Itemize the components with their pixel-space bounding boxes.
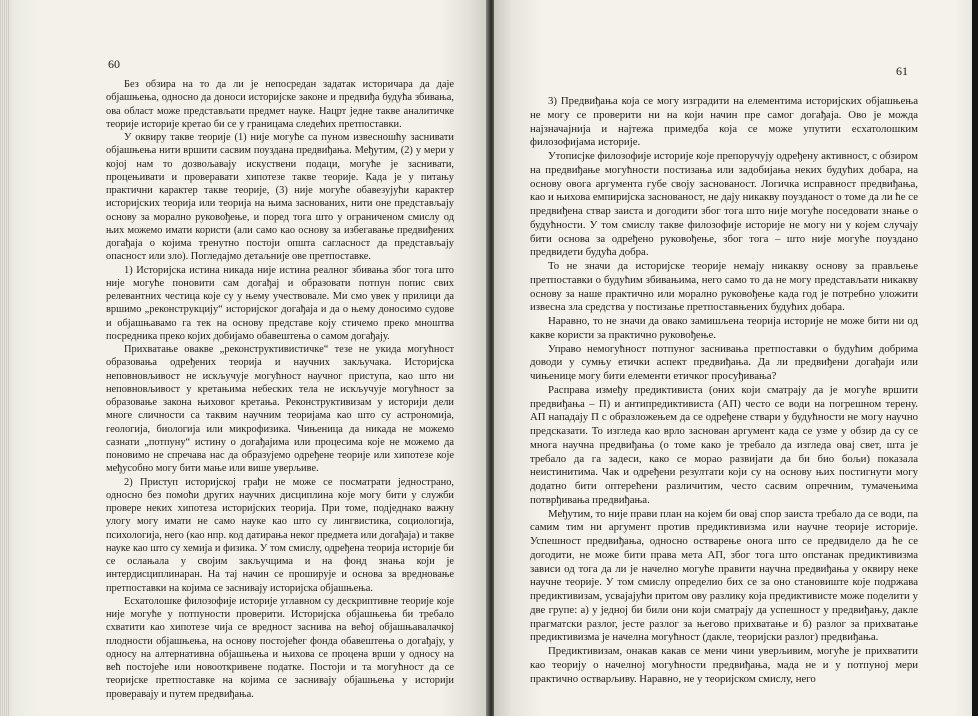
paragraph: Есхатолошке филозофије историје углавном су дескриптивне теорије које није могуће у потпуности проверити. Историјска објашњења би требало схватити као хипотезе чија се вредност заснива на већој објашњавалачкој плодности објашњења, на основу постојећег фонда обавештења о догађају, у односу на алтернативна објашњења и њихова се процена врши у односу на већ постојеће или новооткривене податке. Постоји и та могућност да се теоријске претпоставке на којима се заснивају објашњења у историји проверавају и путем предвиђања. [106, 595, 454, 700]
paragraph: 2) Приступ историјској грађи не може се посматрати једнострано, односно без помоћи других научних дисциплина које могу бити у служби провере неких хипотеза историјских теорија. При томе, подједнако важну улогу могу имати не само науке као што су лингвистика, социологија, психологија, него (као нпр. код датирања неког предмета или догађаја) и такве науке као што су хемија и физика. У том смислу, одређена теорија историје би се ослањала у својим закључцима и на фонд знања који је интердисциплинаран. На тај начин се проширује и основа за вредновање претпоставки на којима се заснивају историјска објашњења. [106, 476, 455, 594]
right-page [494, 0, 972, 716]
paragraph: То не значи да историјске теорије немају никакву основу за прављење претпоставки о будућим збивањима, него само то да не могу представљати никакву основу за наше практично или морално руковођење када год је потребно уложити извесна зла средства у постизање претпоставњених будућих добара. [530, 260, 918, 314]
paragraph: 3) Предвиђања која се могу изградити на елементима историјских објашњења не могу се проверити ни на који начин пре самог догађаја. Ово је можда најзначајнија и најтежа примедба која се може упутити есхатолошким филозофијама историје. [530, 95, 918, 149]
paragraph: Наравно, то не значи да овако замишљена теорија историје не може бити ни од какве користи за практично руковођење. [530, 315, 918, 341]
paragraph: Прихватање овакве „реконструктивистичке“ тезе не укида могућност образовања одређених теорија и научних закључака. Историјска неповновљивост не искључује могућност научног приступа, као што ни неповновљивост у кретањима небеских тела не искључује могућност за образовање закона њиховог кретања. Реконструктивизам у историји дели многе сличности са таквим научним теоријама као што су астрономија, геологија, биологија или микрофизика. Чињеница да никада не можемо сазнати „потпуну“ истину о догађајима или процесима које не можемо да поновимо не спречава нас да образујемо одређене теорије или хипотезе које међусобно могу бити мање или више уверљиве. [106, 344, 454, 475]
page-edge [0, 0, 10, 716]
paragraph: Предиктивизам, онакав какав се мени чини уверљивим, могуће је прихватити као теорију о начелној могућности предвиђања, мада не и у потпуној мери практично остварљиву. Наравно, не у теоријском смислу, него [530, 645, 918, 685]
page-number-left: 60 [108, 57, 120, 71]
paragraph: Утописјке филозофије историје које препоручују одређену активност, с обзиром на предвиђање могућности постизања или задобијања неких будућих добара, на основу овога аргумента губе своју заснованост. Логичка исправност предвиђања, као и њихова емпиријска заснованост, не дају никакву поузданост о томе да ли ће се предвиђена ствар заиста и догодити због тога што није могуће поседовати знање о будућности. У том смислу такве филозофије историје не могу ни у којем случају бити основа за одређено руковођење, због тога – што није могуће поуздано предвидети будућа добра. [530, 150, 918, 259]
paragraph: У оквиру такве теорије (1) није могуће са пуном извесношћу заснивати објашњења нити вршити сасвим поуздана предвиђања. Међутим, (2) у мери у којој нам то дозвољавају искуствени подаци, могуће је заснивати, процењивати и проверавати хипотезе такве теорије. Када је у питању практични карактер такве теорије, (3) није могуће обавезујући карактер историјских теорија или теорија на њима заснованих, нити оне представљају основу за морално руковођење, и поред тога што у ограниченом смислу од њих можемо имати користи (али само као основу за избегавање предвиђених догађаја о којима тренутно постоји општа сагласност да представљају опасност или зло). Погледајмо детаљније ове претпоставке. [106, 132, 454, 263]
paragraph: 1) Историјска истина никада није истина реалног збивања због тога што није могуће поновити сам догађај и образовати потпун попис свих релевантних честица које су у њему учествовале. Ми смо увек у прилици да вршимо „реконструкцију“ историјског догађаја и да о њему доносимо судове и објашњавамо га тек на основу представе коју стичемо преко мноштва посредника преко којих добијамо обавештења о самом догађају. [106, 264, 454, 342]
paragraph: Међутим, то није прави план на којем би овај спор заиста требало да се води, па самим тим ни аргумент против предиктивизма или научне теорије историје. Успешност предвиђања, односно остварење онога што се предвидело да ће се догодити, не може бити права мета АП, због тога што опстанак предиктивизма зависи од тога да ли је начелно могуће правити научна предвиђања у оквиру неке научне теорије. У том смислу определио бих се за оно становиште које подржава предиктивизам, усвајајући притом ову разлику која предиктивисте може поделити у две групе: а) у једној би били они који сматрају да успешност у предвиђању, дакле прагматски разлог, јесте разлог за његово прихватање и б) разлог за прихватање предиктивизма је начелна могућност (дакле, теоријски разлог) предвиђања. [530, 507, 918, 644]
left-page [0, 0, 488, 716]
right-page-text [530, 95, 918, 686]
paragraph: Без обзира на то да ли је непосредан задатак историчара да даје објашњења, односно да доноси историјске законе и предвиђа будућа збивања, ова област може представљати предмет науке. Нацрт једне такве аналитичке теорије историје кретао би се у границама следећих претпоставки. [106, 79, 454, 130]
page-number-right: 61 [896, 64, 908, 78]
left-page-text [106, 78, 454, 701]
paragraph: Расправа између предиктивиста (оних који сматрају да је могуће вршити предвиђања – П) и антипредиктивиста (АП) често се води на погрешном терену. АП нападају П с образложењем да се одређене ствари у будућности не могу научно предсказати. То изгледа као врло заснован аргумент када се узме у обзир да су се многа научна предвиђања (о томе како је требало да изгледа овај свет, шта је требало да га задеси, како се морао развијати да би био бољи) показала неистинитима. Чак и одређени резултати који су на основу њих постигнути могу додатно бити оптерећени различитим, често сасвим опречним, тумачењима потврђивања предвиђања. [530, 383, 918, 506]
paragraph: Управо немогућност потпуног заснивања претпоставки о будућим добрима доводи у сумњу етички аспект предвиђања. Да ли предвиђени догађаји или чињенице могу бити елементи етичког просуђивања? [530, 342, 918, 382]
